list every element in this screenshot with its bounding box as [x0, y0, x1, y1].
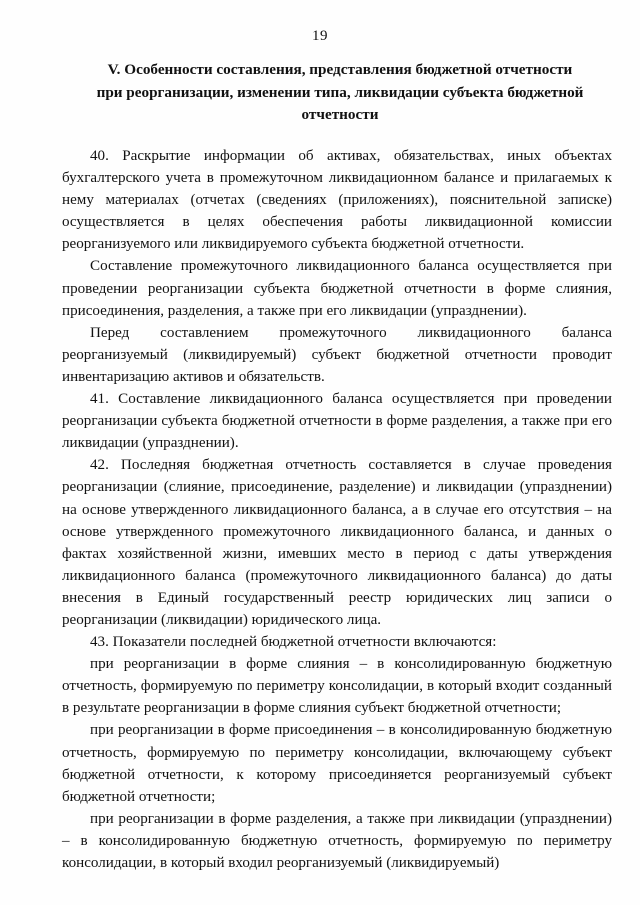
paragraph-43-accession: при реорганизации в форме присоединения – в консолидированную бюджетную отчетность, формируемую по периметру консолидации, включающему субъект бюджетной отчетности, к которому присоединяется реорганизуемый субъект бюджетной отчетности; — [62, 722, 612, 805]
paragraph-42: 42. Последняя бюджетная отчетность составляется в случае проведения реорганизации (слияние, присоединение, разделение) и ликвидации (упразднении) на основе утвержденного ликвидационного баланса, а в случае его отсутствия – на основе утвержденного промежуточного ликвидационного баланса, и данных о фактах хозяйственной жизни, имевших место в период с даты утверждения ликвидационного баланса (промежуточного ликвидационного баланса) до даты внесения в Единый государственный реестр юридических лиц записи о реорганизации (ликвидации) юридического лица. — [62, 457, 612, 628]
body-text — [62, 145, 612, 874]
section-title-line: V. Особенности составления, представления бюджетной отчетности — [107, 61, 573, 78]
paragraph-inventory: Перед составлением промежуточного ликвидационного баланса реорганизуемый (ликвидируемый) субъект бюджетной отчетности проводит инвентаризацию активов и обязательств. — [62, 324, 612, 385]
page-number: 19 — [312, 28, 328, 44]
paragraph-40: 40. Раскрытие информации об активах, обязательствах, иных объектах бухгалтерского учета в промежуточном ликвидационном балансе и прилагаемых к нему материалах (отчетах (сведениях (приложениях), пояснительной записке) осуществляется в целях обеспечения работы ликвидационной комиссии реорганизуемого или ликвидируемого субъекта бюджетной отчетности. — [62, 148, 612, 253]
paragraph-41: 41. Составление ликвидационного баланса осуществляется при проведении реорганизации субъекта бюджетной отчетности в форме разделения, а также при его ликвидации (упразднении). — [62, 391, 612, 452]
section-title-line: при реорганизации, изменении типа, ликвидации субъекта бюджетной — [96, 83, 584, 101]
paragraph-43: 43. Показатели последней бюджетной отчетности включаются: — [90, 634, 497, 651]
section-title — [70, 59, 610, 127]
paragraph-43-division: при реорганизации в форме разделения, а также при ликвидации (упразднении) – в консолидированную бюджетную отчетность, формируемую по периметру консолидации, в который входил реорганизуемый (ликвидируемый) — [62, 810, 612, 871]
paragraph-interim-balance: Составление промежуточного ликвидационного баланса осуществляется при проведении реорганизации субъекта бюджетной отчетности в форме слияния, присоединения, разделения, а также при его ликвидации (упразднении). — [62, 258, 612, 319]
paragraph-43-merger: при реорганизации в форме слияния – в консолидированную бюджетную отчетность, формируемую по периметру консолидации, в который входит созданный в результате реорганизации в форме слияния субъект бюджетной отчетности; — [62, 656, 612, 717]
section-title-line: отчетности — [301, 106, 379, 123]
